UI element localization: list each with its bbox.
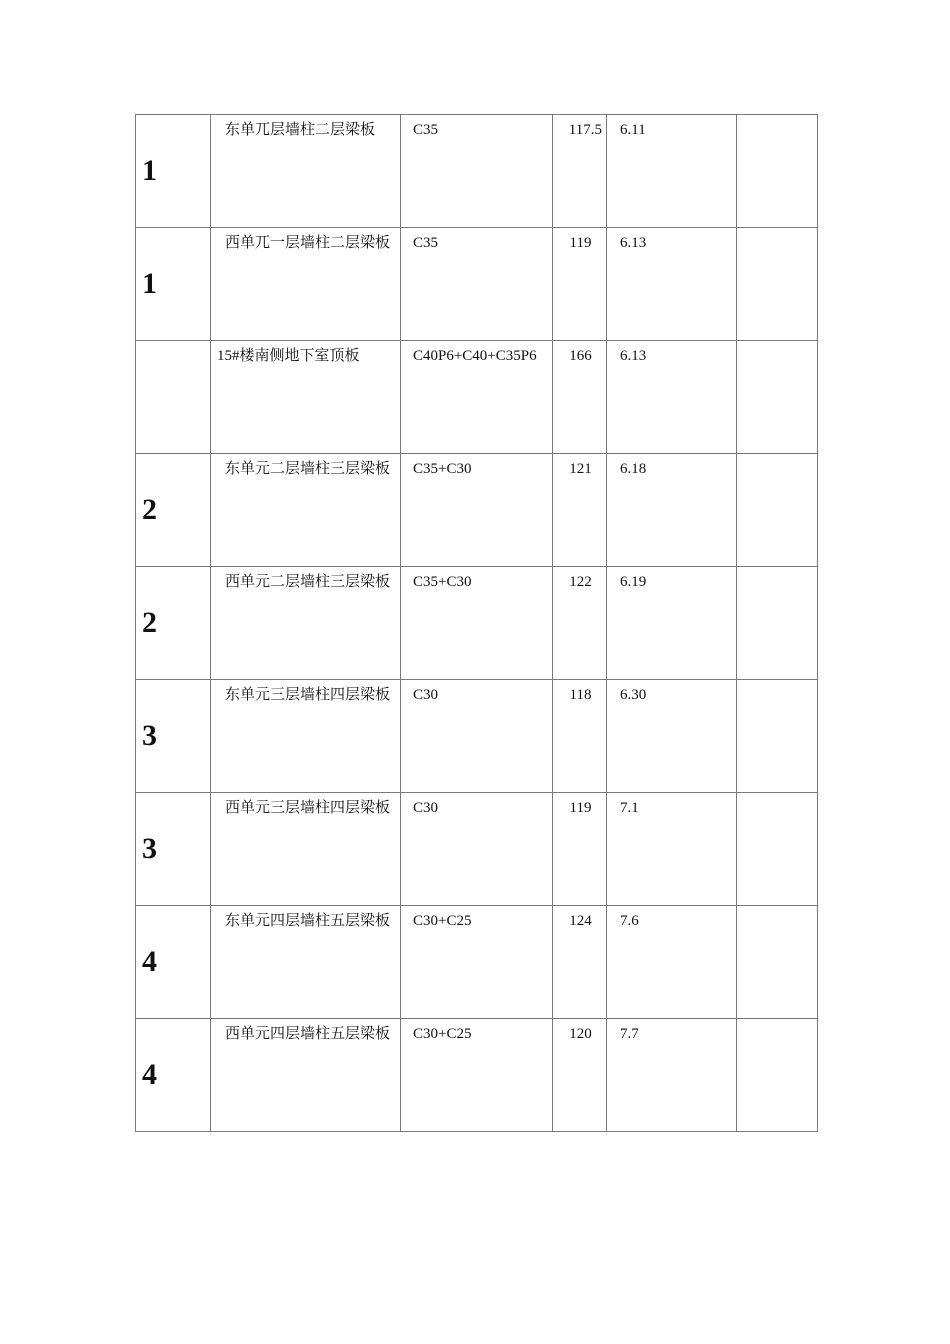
row-number: 3 xyxy=(136,680,211,793)
row-number: 4 xyxy=(136,906,211,1019)
row-number: 1 xyxy=(136,228,211,341)
pour-volume: 124 xyxy=(553,906,607,1019)
concrete-grade: C35+C30 xyxy=(401,567,553,680)
pour-date: 6.18 xyxy=(607,454,737,567)
pour-date: 6.19 xyxy=(607,567,737,680)
note-cell xyxy=(737,341,818,454)
concrete-grade: C35 xyxy=(401,228,553,341)
pour-location: 东单兀层墙柱二层梁板 xyxy=(211,115,401,228)
pour-date: 7.6 xyxy=(607,906,737,1019)
row-number: 2 xyxy=(136,567,211,680)
table-row xyxy=(136,454,818,567)
note-cell xyxy=(737,454,818,567)
row-number xyxy=(136,341,211,454)
pour-location: 西单兀一层墙柱二层梁板 xyxy=(211,228,401,341)
concrete-grade: C30+C25 xyxy=(401,906,553,1019)
pour-volume: 121 xyxy=(553,454,607,567)
note-cell xyxy=(737,793,818,906)
concrete-grade: C35+C30 xyxy=(401,454,553,567)
pour-location: 东单元二层墙柱三层梁板 xyxy=(211,454,401,567)
pour-volume: 119 xyxy=(553,228,607,341)
table-row xyxy=(136,567,818,680)
row-number: 4 xyxy=(136,1019,211,1132)
table-row xyxy=(136,115,818,228)
concrete-grade: C40P6+C40+C35P6 xyxy=(401,341,553,454)
concrete-grade: C30 xyxy=(401,793,553,906)
table-row xyxy=(136,1019,818,1132)
pour-date: 7.1 xyxy=(607,793,737,906)
pour-location: 东单元四层墙柱五层梁板 xyxy=(211,906,401,1019)
pour-date: 6.11 xyxy=(607,115,737,228)
row-number: 1 xyxy=(136,115,211,228)
row-number: 2 xyxy=(136,454,211,567)
concrete-grade: C30 xyxy=(401,680,553,793)
pour-volume: 166 xyxy=(553,341,607,454)
pour-date: 6.13 xyxy=(607,228,737,341)
table-row xyxy=(136,680,818,793)
pour-date: 6.13 xyxy=(607,341,737,454)
pour-location: 15#楼南侧地下室顶板 xyxy=(211,341,401,454)
pour-volume: 120 xyxy=(553,1019,607,1132)
note-cell xyxy=(737,228,818,341)
pour-location: 西单元三层墙柱四层梁板 xyxy=(211,793,401,906)
concrete-grade: C35 xyxy=(401,115,553,228)
note-cell xyxy=(737,1019,818,1132)
table-row xyxy=(136,906,818,1019)
pour-location: 西单元四层墙柱五层梁板 xyxy=(211,1019,401,1132)
pour-location: 西单元二层墙柱三层梁板 xyxy=(211,567,401,680)
table-row xyxy=(136,341,818,454)
note-cell xyxy=(737,567,818,680)
pour-location: 东单元三层墙柱四层梁板 xyxy=(211,680,401,793)
table-row xyxy=(136,228,818,341)
note-cell xyxy=(737,906,818,1019)
table-row xyxy=(136,793,818,906)
concrete-pour-table xyxy=(135,114,818,1132)
pour-volume: 119 xyxy=(553,793,607,906)
pour-date: 7.7 xyxy=(607,1019,737,1132)
pour-date: 6.30 xyxy=(607,680,737,793)
concrete-grade: C30+C25 xyxy=(401,1019,553,1132)
pour-volume: 122 xyxy=(553,567,607,680)
note-cell xyxy=(737,680,818,793)
note-cell xyxy=(737,115,818,228)
pour-volume: 118 xyxy=(553,680,607,793)
row-number: 3 xyxy=(136,793,211,906)
pour-volume: 117.5 xyxy=(553,115,607,228)
